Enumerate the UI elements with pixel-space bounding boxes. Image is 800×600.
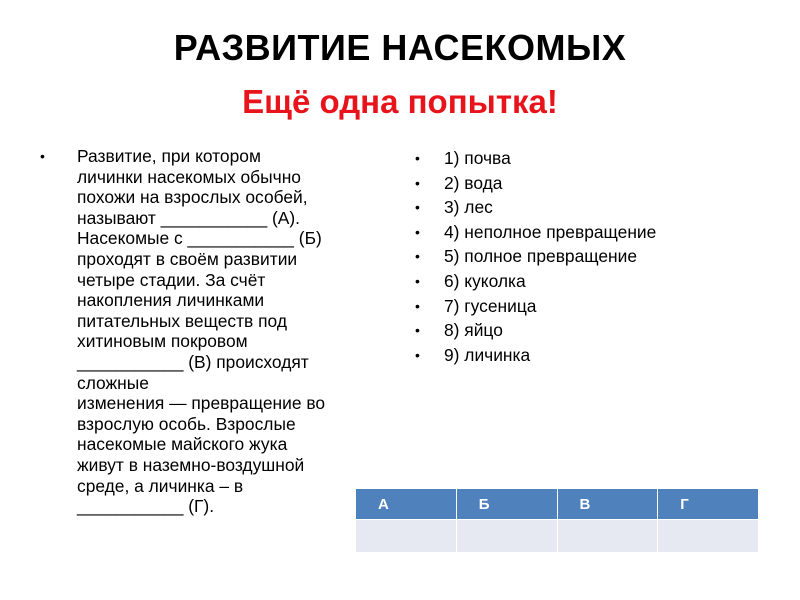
options-list: [415, 146, 755, 367]
option-label: 9) личинка: [444, 344, 531, 365]
task-line: живут в наземно-воздушной: [77, 454, 305, 475]
task-line: проходят в своём развитии: [77, 248, 298, 269]
bullet-icon: •: [415, 272, 420, 289]
task-line: среде, а личинка – в: [77, 475, 244, 496]
bullet-icon: •: [415, 248, 420, 265]
task-line: Развитие, при котором: [77, 146, 261, 166]
slide-title: РАЗВИТИЕ НАСЕКОМЫХ: [173, 27, 627, 68]
answer-cell-a[interactable]: [356, 520, 457, 553]
task-line: насекомые майского жука: [77, 434, 288, 455]
task-line: ___________ (В) происходят: [77, 351, 309, 372]
task-line: сложные: [77, 372, 149, 393]
option-label: 4) неполное превращение: [444, 221, 657, 242]
option-item: [415, 220, 755, 245]
option-label: 7) гусеница: [444, 295, 537, 316]
option-label: 3) лес: [444, 197, 493, 218]
bullet-icon: •: [415, 297, 420, 314]
option-label: 6) куколка: [444, 270, 526, 291]
option-item: [415, 294, 755, 319]
bullet-icon: •: [415, 174, 420, 191]
answer-table-row: [356, 520, 759, 553]
option-item: [415, 318, 755, 343]
bullet-icon: •: [415, 322, 420, 339]
answer-header-a: А: [356, 489, 457, 520]
task-paragraph: [77, 146, 389, 517]
slide-subtitle: Ещё одна попытка!: [242, 83, 558, 120]
option-label: 2) вода: [444, 172, 503, 193]
option-item: [415, 244, 755, 269]
bullet-icon: •: [415, 223, 420, 240]
task-line: похожи на взрослых особей,: [77, 187, 308, 208]
task-line: изменения — превращение во: [77, 393, 326, 414]
answer-header-b: Б: [456, 489, 557, 520]
answer-cell-g[interactable]: [658, 520, 759, 553]
answer-table-header-row: [356, 489, 759, 520]
task-line: накопления личинками: [77, 290, 265, 311]
answer-header-g: Г: [658, 489, 759, 520]
answer-cell-v[interactable]: [557, 520, 658, 553]
answer-cell-b[interactable]: [456, 520, 557, 553]
task-line: взрослую особь. Взрослые: [77, 413, 296, 434]
bullet-icon: •: [40, 148, 45, 164]
task-line: Насекомые с ___________ (Б): [77, 228, 322, 249]
option-label: 1) почва: [444, 148, 511, 168]
task-line: ___________ (Г).: [77, 496, 215, 517]
bullet-icon: •: [415, 346, 420, 363]
task-line: четыре стадии. За счёт: [77, 269, 266, 290]
option-item: [415, 269, 755, 294]
task-line: хитиновым покровом: [77, 331, 248, 352]
task-line: личинки насекомых обычно: [77, 166, 301, 187]
task-line: называют ___________ (А).: [77, 207, 300, 228]
bullet-icon: •: [415, 150, 420, 166]
option-label: 8) яйцо: [444, 320, 503, 341]
option-item: [415, 171, 755, 196]
answer-header-v: В: [557, 489, 658, 520]
answer-table: [355, 488, 759, 553]
option-item: [415, 195, 755, 220]
task-text-block: [40, 146, 390, 517]
option-item: [415, 343, 755, 368]
option-label: 5) полное превращение: [444, 246, 638, 267]
option-item: [415, 146, 755, 171]
bullet-icon: •: [415, 199, 420, 216]
task-line: питательных веществ под: [77, 310, 287, 331]
